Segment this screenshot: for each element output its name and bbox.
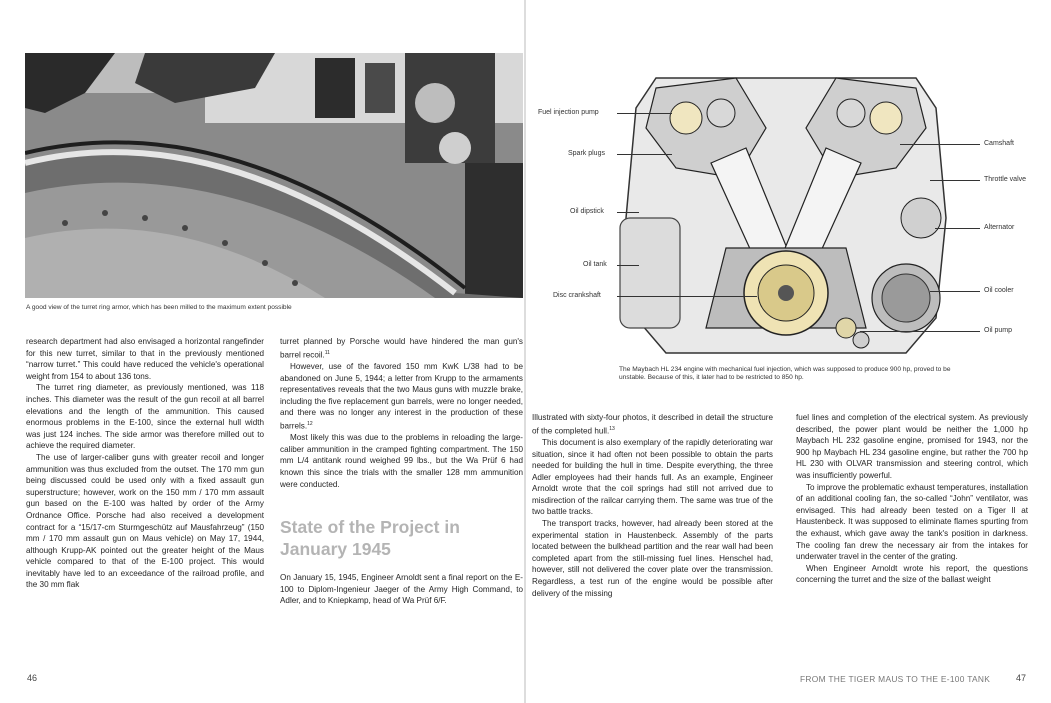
paragraph — [280, 361, 523, 432]
leader-line — [617, 212, 639, 213]
turret-ring-photo — [25, 53, 523, 298]
paragraph-text: turret planned by Porsche would have hindered the man gun's barrel recoil. — [280, 337, 523, 360]
footnote-ref: 11 — [324, 349, 330, 356]
engine-diagram — [616, 68, 954, 360]
footnote-ref: 13 — [609, 425, 615, 432]
label-oil-dipstick: Oil dipstick — [570, 208, 604, 215]
page-number-right: 47 — [1016, 673, 1027, 683]
paragraph: When Engineer Arnoldt wrote his report, the questions concerning the turret and the size of the ballast weight — [796, 563, 1028, 585]
text-column-2 — [280, 336, 523, 490]
paragraph-text: Illustrated with sixty-four photos, it described in detail the structure of the completed hull. — [532, 413, 773, 436]
leader-line — [935, 228, 980, 229]
photo-caption: A good view of the turret ring armor, which has been milled to the maximum extent possible — [26, 304, 292, 311]
running-footer: FROM THE TIGER MAUS TO THE E-100 TANK — [800, 674, 991, 684]
paragraph — [280, 336, 523, 361]
paragraph: fuel lines and completion of the electrical system. As previously described, the power plant would be neither the 1,000 hp Maybach HL 232 gasoline engine, promised for 1943, nor the 900 hp Maybach HL 234 gasoline engine, but rather the 700 hp HL 230 with OLVAR transmission and steering control, which was insufficiently powerful. — [796, 413, 1028, 480]
leader-line — [930, 291, 980, 292]
paragraph: The transport tracks, however, had already been stored at the experimental station in Haustenbeck. Assembly of the parts located between the bulkhead partition and the rear wall had been completed apart from the still-missing fuel lines. Henschel had, however, still not delivered the cover plate over the transmission. Regardless, a test run of the engine would be possible after delivery of the missing — [532, 519, 773, 598]
text-column-4 — [796, 412, 1028, 586]
paragraph: Most likely this was due to the problems in reloading the large-caliber ammunition in the cramped fighting compartment. The 150 mm L/4 antitank round weighed 99 lbs., but the Wa Prüf 6 had known this since the trials with the smaller 128 mm ammunition were conducted. — [280, 433, 523, 489]
heading-line: State of the Project in — [280, 517, 460, 537]
label-fuel-injection-pump: Fuel injection pump — [538, 109, 599, 116]
text-column-2-continued — [280, 572, 523, 607]
label-throttle-valve: Throttle valve — [984, 176, 1027, 183]
paragraph: research department had also envisaged a horizontal rangefinder for this new turret, similar to that in the previously mentioned “narrow turret.” This could have reduced the vehicle's operational weight from 154 to about 136 tons. — [26, 337, 264, 381]
paragraph: The turret ring diameter, as previously mentioned, was 118 inches. This diameter was the result of the gun recoil at all barrel elevations and the length of the ammunition. This caused enormous problems in the E-100, since the external hull width was just 124 inches. The side armor was therefore milled out to achieve the required diameter. — [26, 383, 264, 451]
leader-line — [930, 180, 980, 181]
text-column-1 — [26, 336, 264, 591]
paragraph: This document is also exemplary of the rapidly deteriorating war situation, since it had often not been possible to obtain the parts needed for building the hull in time. Despite everything, the three Adler employees had their hands full. As an example, Engineer Arnoldt wrote that the coil springs had still not arrived due to misdirection of the railcar carrying them. The same was true of the two battle tracks. — [532, 437, 773, 517]
leader-line — [617, 265, 639, 266]
label-disc-crankshaft: Disc crankshaft — [553, 292, 601, 299]
heading-line: January 1945 — [280, 539, 391, 559]
leader-line — [860, 331, 980, 332]
label-spark-plugs: Spark plugs — [568, 150, 605, 157]
leader-line — [617, 296, 757, 297]
page-number-left: 46 — [27, 673, 38, 683]
footnote-ref: 12 — [307, 420, 313, 427]
leader-line — [617, 154, 672, 155]
leader-line — [900, 144, 980, 145]
label-oil-cooler: Oil cooler — [984, 287, 1014, 294]
leader-line — [617, 113, 672, 114]
paragraph — [532, 412, 773, 437]
label-oil-tank: Oil tank — [583, 261, 607, 268]
label-camshaft: Camshaft — [984, 140, 1014, 147]
left-page — [0, 0, 524, 703]
paragraph: The use of larger-caliber guns with greater recoil and longer ammunition was thus excluded from the outset. The 170 mm gun being discussed could be used only with a fixed assault gun superstructure; however, work on the 150 mm / 170 mm assault gun based on the E-100 was halted by order of the Army Ordnance Office. Porsche had also received a development contract for a “15/17-cm Sturmgeschütz auf Mausfahrzeug” (150 mm / 170 mm assault gun on Maus vehicle) on May 17, 1944, although Krupp-AK pointed out the greater height of the Maus vehicle compared to that of the E-100 project. This would inevitably have led to an exceedance of the railroad profile, and the 30 mm flak — [26, 452, 264, 590]
label-alternator: Alternator — [984, 224, 1015, 231]
diagram-caption: The Maybach HL 234 engine with mechanical fuel injection, which was supposed to produce 900 hp, proved to be unstable. Because of this, it later had to be restricted to 850 hp. — [619, 366, 951, 381]
paragraph: On January 15, 1945, Engineer Arnoldt sent a final report on the E-100 to Diplom-Ingenieur Jaeger of the Army High Command, to Adler, and to Kniepkamp, head of Wa Prüf 6/F. — [280, 573, 523, 606]
text-column-3 — [532, 412, 773, 599]
paragraph: To improve the problematic exhaust temperatures, installation of an additional cooling fan, the so-called “John” ventilator, was envisaged. This had already been tested on a Tiger II at Haustenbeck. It was supposed to eliminate flames spurting from the exhaust, which gave away the tank's position in darkness. The cooling fan drew the necessary air from the intakes for underwater travel in the center of the grating. — [796, 482, 1028, 562]
section-heading — [280, 516, 523, 560]
paragraph-text: However, use of the favored 150 mm KwK L/38 had to be abandoned on June 5, 1944; a letter from Krupp to the armaments representatives reveals that the two Maus guns with muzzle brake, including the five replacement gun barrels, were no longer needed, and there was no longer any interest in the production of these barrels. — [280, 361, 523, 431]
label-oil-pump: Oil pump — [984, 327, 1013, 334]
